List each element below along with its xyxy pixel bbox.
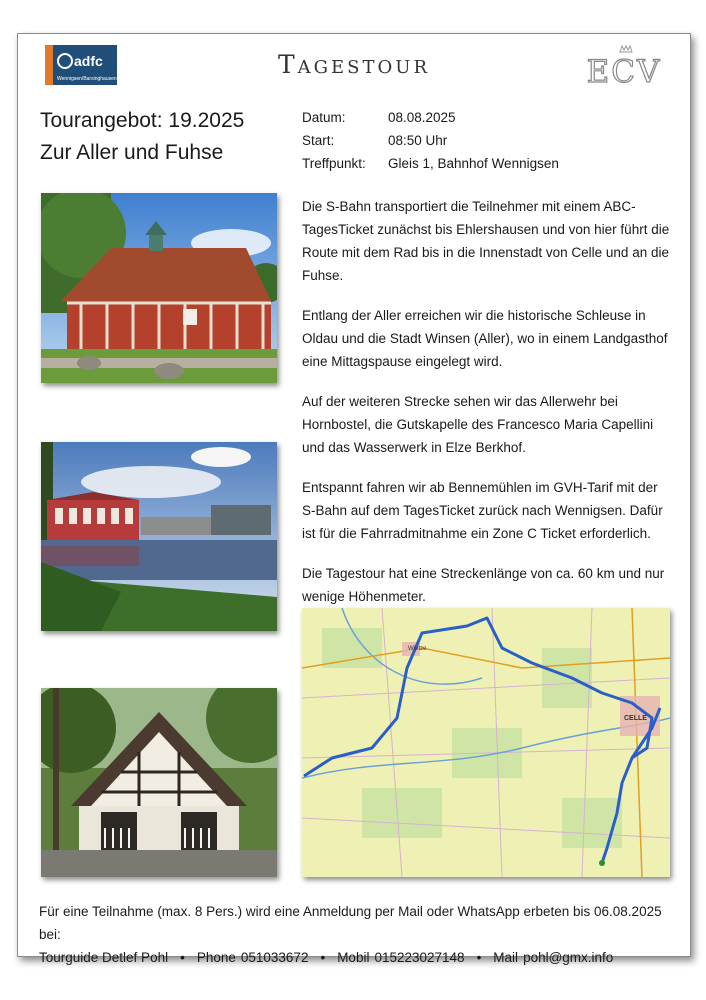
footer bbox=[39, 900, 679, 969]
paragraph: Die Tagestour hat eine Streckenlänge von ca. 60 km und nur wenige Höhenmeter. bbox=[302, 566, 665, 604]
mail-address[interactable]: pohl@gmx.info bbox=[523, 950, 614, 965]
map-city-label: CELLE bbox=[624, 715, 647, 722]
map-town-label: Wietze bbox=[408, 646, 427, 652]
photo-waterworks bbox=[41, 442, 277, 631]
detail-label: Datum: bbox=[302, 110, 346, 125]
mail-label: Mail bbox=[493, 950, 519, 965]
separator: • bbox=[320, 950, 326, 965]
detail-label: Treffpunkt: bbox=[302, 156, 366, 171]
guide-name: Tourguide Detlef Pohl bbox=[39, 950, 169, 965]
tour-offer bbox=[40, 105, 244, 169]
photo-timbered-hall bbox=[41, 193, 277, 383]
separator: • bbox=[180, 950, 185, 965]
adfc-logo-text: adfc bbox=[74, 53, 103, 69]
paragraph: Die S-Bahn transportiert die Teilnehmer mit einem ABC-TagesTicket zunächst bis Ehlershausen und von hier führt die Route mit dem Rad bis in die Innenstadt von Celle und an die Fuhse. bbox=[302, 199, 670, 283]
route-map[interactable] bbox=[302, 608, 670, 877]
detail-meeting-point bbox=[302, 152, 559, 175]
paragraph: Auf der weiteren Strecke sehen wir das Allerwehr bei Hornbostel, die Gutskapelle des Francesco Maria Capellini und das Wasserwerk in Elze Berkhof. bbox=[302, 394, 654, 455]
separator: • bbox=[476, 950, 482, 965]
tour-details bbox=[302, 106, 559, 175]
tour-description bbox=[302, 195, 672, 625]
detail-value: 08:50 Uhr bbox=[388, 133, 448, 148]
contact-line bbox=[39, 946, 679, 969]
detail-value: 08.08.2025 bbox=[388, 110, 456, 125]
mobile-number[interactable]: 015223027148 bbox=[374, 950, 465, 965]
page-title: Tagestour bbox=[277, 50, 430, 79]
paragraph: Entspannt fahren wir ab Bennemühlen im GVH-Tarif mit der S-Bahn auf dem TagesTicket zurück nach Wennigsen. Dafür ist für die Fahrradmitnahme ein Zone C Ticket erforderlich. bbox=[302, 480, 663, 541]
flyer-page bbox=[17, 33, 691, 965]
tour-name: Zur Aller und Fuhse bbox=[40, 141, 224, 164]
photo-gatehouse bbox=[41, 688, 277, 877]
detail-value: Gleis 1, Bahnhof Wennigsen bbox=[388, 156, 559, 171]
paragraph: Entlang der Aller erreichen wir die historische Schleuse in Oldau und die Stadt Winsen (Aller), wo in einem Landgasthof eine Mittagspause eingelegt wird. bbox=[302, 308, 668, 369]
detail-start bbox=[302, 129, 559, 152]
adfc-logo-subtext: Wennigsen/Barsinghausen bbox=[57, 76, 117, 82]
detail-label: Start: bbox=[302, 133, 335, 148]
signup-text: Für eine Teilnahme (max. 8 Pers.) wird eine Anmeldung per Mail oder WhatsApp erbeten bis 06.08.2025 bei: bbox=[39, 904, 662, 942]
phone-label: Phone bbox=[196, 950, 236, 965]
phone-number[interactable]: 051033672 bbox=[240, 950, 309, 965]
ecv-logo bbox=[576, 42, 672, 86]
ecv-logo-text: ECV bbox=[586, 54, 662, 86]
mobile-label: Mobil bbox=[337, 950, 370, 965]
tour-number: Tourangebot: 19.2025 bbox=[40, 109, 245, 132]
detail-date bbox=[302, 106, 559, 129]
